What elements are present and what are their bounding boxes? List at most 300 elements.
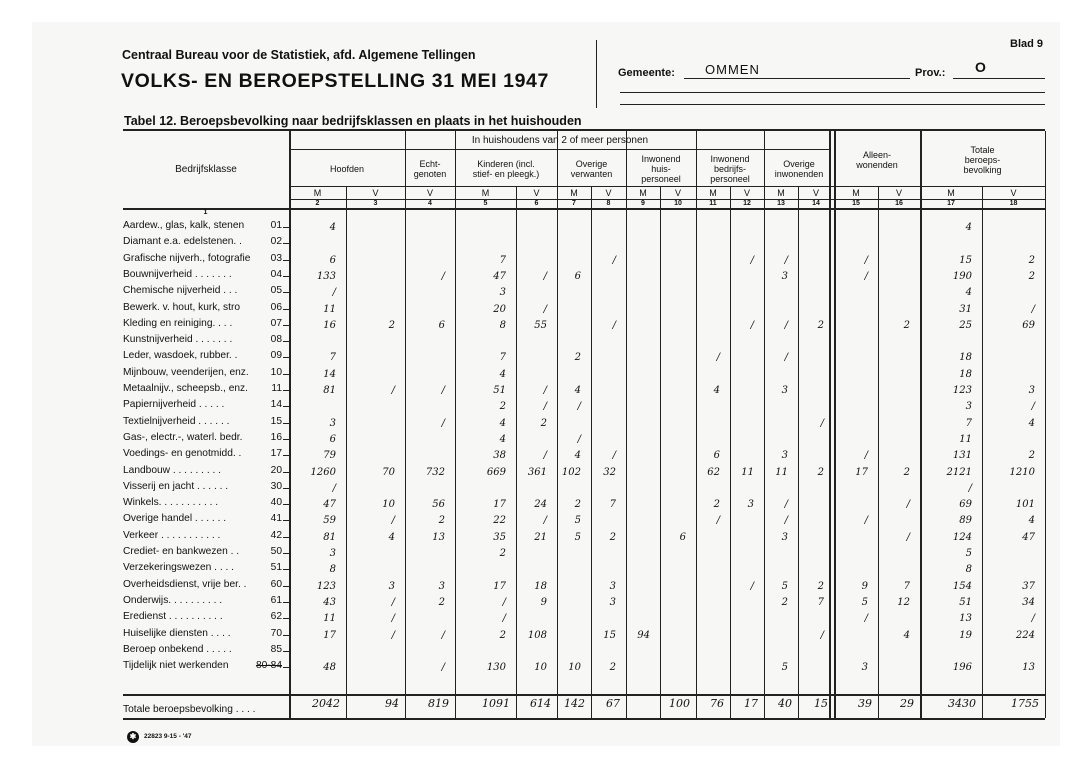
table-cell: / — [441, 385, 445, 396]
table-cell: 17 — [493, 580, 506, 592]
row-label: Textielnijverheid . . . . . . 15 — [123, 415, 282, 427]
print-code: 22823 9-15 - '47 — [144, 733, 192, 740]
table-cell: 3 — [965, 401, 972, 413]
row-label: Grafische nijverh., fotografie 03 — [123, 252, 282, 264]
prov-value: O — [975, 59, 986, 75]
row-label: Huiselijke diensten . . . . 70 — [123, 627, 282, 639]
table-cell: 11 — [741, 466, 754, 478]
table-cell: 15 — [603, 629, 616, 641]
table-cell: 1210 — [1009, 466, 1035, 478]
table-cell: 18 — [959, 352, 972, 364]
table-cell: / — [502, 596, 506, 608]
table-cell: 3 — [438, 580, 445, 592]
table-cell: 38 — [493, 450, 506, 462]
header-divider — [596, 40, 597, 108]
table-cell: 4 — [499, 368, 506, 380]
table-cell: 1260 — [310, 466, 336, 478]
table-cell: 51 — [493, 385, 506, 396]
table-cell: 4 — [965, 222, 972, 233]
row-label: Onderwijs. . . . . . . . . . 61 — [123, 594, 282, 606]
table-cell: 56 — [432, 499, 445, 511]
column-number: 18 — [1009, 200, 1018, 207]
total-cell: 614 — [530, 697, 551, 710]
column-number: 15 — [852, 200, 860, 207]
table-cell: / — [864, 515, 868, 527]
row-label: Tijdelijk niet werkenden 80-84 — [123, 660, 282, 672]
table-cell: 4 — [903, 629, 910, 641]
table-cell: 7 — [499, 352, 506, 364]
table-cell: 190 — [952, 270, 972, 282]
column-line — [660, 186, 661, 718]
table-cell: / — [820, 629, 824, 641]
table-cell: / — [750, 254, 754, 266]
row-label: Beroep onbekend . . . . . 85 — [123, 643, 282, 655]
sex-header: M — [570, 188, 578, 198]
table-cell: 2 — [817, 319, 824, 331]
column-number: 12 — [743, 200, 751, 207]
table-cell: / — [502, 613, 506, 625]
sheet-number: Blad 9 — [1010, 38, 1044, 50]
table-cell: 3 — [388, 580, 395, 592]
total-cell: 67 — [606, 697, 620, 710]
table-cell: 8 — [965, 564, 972, 576]
table-cell: 19 — [959, 629, 972, 641]
column-number: 13 — [777, 200, 785, 207]
table-cell: 7 — [329, 352, 336, 364]
table-cell: 4 — [499, 417, 506, 429]
table-cell: 124 — [952, 531, 972, 543]
table-cell: 101 — [1015, 499, 1035, 511]
table-cell: / — [716, 515, 720, 527]
table-cell: 3 — [747, 499, 754, 511]
table-cell: 2 — [713, 499, 720, 511]
column-line — [829, 131, 831, 718]
table-cell: 15 — [959, 254, 972, 266]
table-cell: 7 — [903, 580, 910, 592]
row-label: Chemische nijverheid . . . 05 — [123, 285, 282, 297]
table-cell: 3 — [781, 450, 788, 462]
table-cell: 13 — [1022, 662, 1035, 674]
table-cell: / — [391, 629, 395, 641]
sex-header: M — [947, 188, 955, 198]
table-cell: / — [864, 270, 868, 282]
table-cell: 79 — [323, 450, 336, 462]
column-line — [834, 131, 836, 718]
total-cell: 1755 — [1011, 697, 1039, 710]
table-cell: 51 — [959, 596, 972, 608]
row-label: Overige handel . . . . . . 41 — [123, 513, 282, 525]
table-cell: / — [784, 319, 788, 331]
table-cell: 5 — [574, 515, 581, 527]
table-cell: 3 — [609, 580, 616, 592]
table-cell: 4 — [329, 222, 336, 233]
table-cell: 2 — [499, 401, 506, 413]
total-cell: 819 — [428, 697, 449, 710]
table-cell: 10 — [382, 499, 395, 511]
table-cell: / — [543, 515, 547, 527]
group-header-8: Totale beroeps- bevolking — [963, 144, 1002, 175]
table-cell: 4 — [574, 385, 581, 396]
table-cell: / — [968, 482, 972, 494]
table-cell: 2 — [388, 319, 395, 331]
row-label: Mijnbouw, veenderijen, enz. 10 — [123, 366, 282, 378]
table-cell: / — [391, 596, 395, 608]
table-cell: 9 — [861, 580, 868, 592]
table-cell: / — [332, 287, 336, 299]
table-cell: 2121 — [946, 466, 972, 478]
row-label: Leder, wasdoek, rubber. . 09 — [123, 350, 282, 362]
table-cell: 16 — [323, 319, 336, 331]
table-cell: 2 — [499, 548, 506, 559]
table-cell: 18 — [534, 580, 547, 592]
table-cell: / — [784, 499, 788, 511]
table-cell: 10 — [568, 662, 581, 674]
total-label: Totale beroepsbevolking . . . . — [123, 704, 256, 715]
column-number: 9 — [641, 200, 645, 207]
sex-header: V — [372, 188, 379, 198]
row-label: Eredienst . . . . . . . . . . 62 — [123, 611, 282, 623]
group-header-3: Overige verwanten — [570, 158, 613, 179]
table-cell: 81 — [323, 531, 336, 543]
table-cell: 2 — [781, 596, 788, 608]
table-cell: 6 — [438, 319, 445, 331]
table-cell: / — [441, 662, 445, 674]
group-header-households: In huishoudens van 2 of meer personen — [471, 135, 649, 146]
table-cell: 5 — [861, 596, 868, 608]
group-header-0: Hoofden — [329, 163, 365, 174]
row-tick — [283, 243, 290, 244]
table-cell: / — [391, 385, 395, 396]
sex-header: V — [605, 188, 612, 198]
column-number-1: 1 — [203, 209, 208, 216]
bottom-rule — [123, 718, 1045, 720]
sex-header: V — [674, 188, 681, 198]
table-cell: 62 — [707, 466, 720, 478]
header-line-3 — [620, 104, 1045, 105]
table-cell: / — [391, 515, 395, 527]
row-label: Kleding en reiniging. . . . 07 — [123, 317, 282, 329]
gemeente-value: OMMEN — [705, 62, 760, 77]
table-cell: 2 — [609, 531, 616, 543]
table-cell: / — [1031, 401, 1035, 413]
table-cell: 55 — [534, 319, 547, 331]
table-cell: 2 — [609, 662, 616, 674]
row-label: Bouwnijverheid . . . . . . . 04 — [123, 268, 282, 280]
header-line — [289, 149, 831, 150]
table-cell: 123 — [952, 385, 972, 396]
sex-header: M — [777, 188, 785, 198]
total-cell: 1091 — [482, 697, 510, 710]
column-line — [557, 131, 558, 718]
table-cell: 3 — [329, 548, 336, 559]
total-rule — [123, 694, 1045, 696]
column-number: 7 — [572, 200, 576, 207]
table-cell: / — [543, 385, 547, 396]
table-cell: 2 — [817, 580, 824, 592]
table-cell: / — [441, 270, 445, 282]
column-number: 11 — [709, 200, 717, 207]
table-cell: 6 — [329, 254, 336, 266]
table-cell: 89 — [959, 515, 972, 527]
table-cell: 14 — [323, 368, 336, 380]
table-cell: / — [750, 319, 754, 331]
total-cell: 15 — [814, 697, 828, 710]
table-cell: 4 — [965, 287, 972, 299]
total-cell: 3430 — [948, 697, 976, 710]
row-tick — [283, 341, 290, 342]
row-label: Aardew., glas, kalk, stenen 01 — [123, 220, 282, 231]
total-cell: 2042 — [312, 697, 340, 710]
table-cell: 732 — [425, 466, 445, 478]
total-cell: 94 — [385, 697, 399, 710]
table-cell: 2 — [903, 466, 910, 478]
sex-header: V — [812, 188, 819, 198]
table-cell: / — [750, 580, 754, 592]
group-header-1: Echt- genoten — [413, 158, 447, 179]
row-label: Gas-, electr.-, waterl. bedr. 16 — [123, 431, 282, 443]
table-cell: 6 — [329, 433, 336, 445]
group-header-4: Inwonend huis- personeel — [641, 153, 681, 184]
table-cell: / — [784, 352, 788, 364]
table-cell: 17 — [323, 629, 336, 641]
table-cell: 69 — [959, 499, 972, 511]
table-cell: 21 — [534, 531, 547, 543]
table-cell: 11 — [323, 613, 336, 625]
table-cell: 31 — [959, 303, 972, 315]
table-title: Tabel 12. Beroepsbevolking naar bedrijfsklassen en plaats in het huishouden — [124, 114, 582, 128]
table-cell: 5 — [965, 548, 972, 559]
table-cell: 2 — [903, 319, 910, 331]
column-number: 6 — [534, 200, 539, 207]
table-cell: 8 — [329, 564, 336, 576]
table-top-rule — [123, 129, 1045, 131]
table-cell: / — [391, 613, 395, 625]
sex-header: V — [426, 188, 433, 198]
table-cell: 2 — [1028, 450, 1035, 462]
table-cell: 47 — [323, 499, 336, 511]
sex-header: V — [1010, 188, 1017, 198]
table-cell: 6 — [679, 531, 686, 543]
total-cell: 39 — [858, 697, 872, 710]
row-label: Diamant e.a. edelstenen. . 02 — [123, 236, 282, 248]
sex-header: V — [895, 188, 902, 198]
row-label: Kunstnijverheid . . . . . . . 08 — [123, 334, 282, 346]
prov-line — [953, 78, 1045, 79]
form-title: VOLKS- EN BEROEPSTELLING 31 MEI 1947 — [121, 70, 549, 92]
publisher-logo-icon: ✱ — [127, 731, 139, 743]
table-cell: / — [1031, 613, 1035, 625]
row-label: Visserij en jacht . . . . . . 30 — [123, 480, 282, 492]
table-cell: / — [612, 450, 616, 462]
table-cell: 47 — [493, 270, 506, 282]
column-number: 10 — [674, 200, 682, 207]
table-cell: 3 — [781, 531, 788, 543]
column-number: 5 — [483, 200, 488, 207]
table-cell: 17 — [855, 466, 868, 478]
table-cell: 6 — [574, 270, 581, 282]
table-cell: 34 — [1022, 596, 1035, 608]
table-cell: 3 — [1028, 385, 1035, 396]
row-tick — [283, 406, 290, 407]
table-cell: 3 — [781, 385, 788, 396]
row-label: Landbouw . . . . . . . . . 20 — [123, 464, 282, 476]
table-cell: / — [441, 417, 445, 429]
table-cell: 22 — [493, 515, 506, 527]
table-cell: 196 — [952, 662, 972, 674]
table-cell: 11 — [775, 466, 788, 478]
row-label: Papiernijverheid . . . . . 14 — [123, 399, 282, 411]
table-cell: 2 — [574, 352, 581, 364]
table-cell: / — [864, 254, 868, 266]
table-cell: / — [864, 613, 868, 625]
table-cell: 7 — [817, 596, 824, 608]
group-header-5: Inwonend bedrijfs- personeel — [710, 153, 750, 184]
table-cell: 47 — [1022, 531, 1035, 543]
table-cell: / — [784, 515, 788, 527]
table-cell: 17 — [493, 499, 506, 511]
table-cell: / — [543, 270, 547, 282]
total-cell: 76 — [710, 697, 724, 710]
table-cell: / — [332, 482, 336, 494]
table-cell: 48 — [323, 662, 336, 674]
table-cell: 6 — [713, 450, 720, 462]
row-label: Crediet- en bankwezen . . 50 — [123, 546, 282, 557]
table-cell: 8 — [499, 319, 506, 331]
table-cell: / — [820, 417, 824, 429]
table-cell: 13 — [959, 613, 972, 625]
table-cell: 3 — [861, 662, 868, 674]
table-cell: / — [543, 303, 547, 315]
table-cell: 133 — [316, 270, 336, 282]
table-cell: 4 — [574, 450, 581, 462]
table-cell: 361 — [527, 466, 547, 478]
table-cell: 3 — [781, 270, 788, 282]
bedrijfsklasse-header: Bedrijfsklasse — [175, 164, 237, 175]
sex-header: V — [743, 188, 750, 198]
table-cell: / — [612, 319, 616, 331]
table-cell: 4 — [1028, 515, 1035, 527]
table-cell: 24 — [534, 499, 547, 511]
table-cell: 7 — [609, 499, 616, 511]
sex-header: M — [709, 188, 717, 198]
table-cell: 2 — [438, 596, 445, 608]
prov-label: Prov.: — [915, 67, 946, 79]
sex-header: M — [481, 188, 490, 198]
table-cell: / — [543, 401, 547, 413]
header-line-2 — [620, 92, 1045, 93]
table-cell: 130 — [486, 662, 506, 674]
table-cell: 5 — [781, 580, 788, 592]
table-cell: 32 — [603, 466, 616, 478]
table-cell: 3 — [329, 417, 336, 429]
table-cell: / — [1031, 303, 1035, 315]
row-label: Winkels. . . . . . . . . . . 40 — [123, 497, 282, 509]
gemeente-line — [684, 78, 910, 79]
table-cell: 11 — [959, 433, 972, 445]
table-cell: 123 — [316, 580, 336, 592]
group-header-6: Overige inwonenden — [774, 158, 824, 179]
column-line — [764, 131, 765, 718]
table-cell: 35 — [493, 531, 506, 543]
table-cell: / — [441, 629, 445, 641]
table-cell: 37 — [1022, 580, 1035, 592]
table-cell: 69 — [1022, 319, 1035, 331]
total-cell: 142 — [564, 697, 585, 710]
row-label: Verkeer . . . . . . . . . . . 42 — [123, 529, 282, 541]
table-cell: 224 — [1015, 629, 1035, 641]
table-cell: 20 — [493, 303, 506, 315]
row-label: Verzekeringswezen . . . . 51 — [123, 562, 282, 574]
group-header-7: Alleen- wonenden — [856, 149, 898, 170]
table-cell: 2 — [574, 499, 581, 511]
row-tick — [283, 651, 290, 652]
header-line — [289, 186, 1045, 187]
table-cell: / — [543, 450, 547, 462]
column-number: 4 — [428, 200, 432, 207]
table-cell: 13 — [432, 531, 445, 543]
column-line — [696, 131, 697, 718]
table-cell: 4 — [388, 531, 395, 543]
table-cell: 81 — [323, 385, 336, 396]
table-cell: 5 — [574, 531, 581, 543]
table-cell: 2 — [438, 515, 445, 527]
row-label: Voedings- en genotmidd. . 17 — [123, 448, 282, 460]
table-cell: 131 — [952, 450, 972, 462]
table-cell: 94 — [637, 629, 650, 641]
column-number: 14 — [812, 200, 820, 207]
table-cell: / — [612, 254, 616, 266]
table-cell: 2 — [817, 466, 824, 478]
table-cell: / — [577, 401, 581, 413]
table-cell: 2 — [499, 629, 506, 641]
table-cell: 7 — [499, 254, 506, 266]
table-cell: 5 — [781, 662, 788, 674]
table-cell: 2 — [1028, 254, 1035, 266]
total-cell: 29 — [900, 697, 914, 710]
table-cell: / — [577, 433, 581, 445]
table-cell: / — [716, 352, 720, 364]
table-cell: 43 — [323, 596, 336, 608]
gemeente-label: Gemeente: — [618, 67, 675, 79]
column-number: 8 — [606, 200, 611, 207]
table-cell: 59 — [323, 515, 336, 527]
table-cell: 25 — [959, 319, 972, 331]
table-cell: 669 — [486, 466, 506, 478]
table-cell: 154 — [952, 580, 972, 592]
table-cell: 4 — [1028, 417, 1035, 429]
row-label: Overheidsdienst, vrije ber. . 60 — [123, 578, 282, 590]
total-cell: 100 — [669, 697, 690, 710]
column-number: 2 — [315, 200, 320, 207]
table-cell: / — [906, 499, 910, 511]
total-cell: 40 — [778, 697, 792, 710]
table-cell: 2 — [540, 417, 547, 429]
table-cell: 2 — [1028, 270, 1035, 282]
group-header-2: Kinderen (incl. stief- en pleegk.) — [472, 158, 540, 179]
table-cell: 18 — [959, 368, 972, 380]
sex-header: M — [852, 188, 860, 198]
table-cell: 4 — [713, 385, 720, 396]
table-cell: 4 — [499, 433, 506, 445]
table-cell: 11 — [323, 303, 336, 315]
table-cell: 102 — [561, 466, 581, 478]
bureau-name: Centraal Bureau voor de Statistiek, afd. Algemene Tellingen — [122, 48, 476, 62]
sex-header: M — [313, 188, 322, 198]
column-number: 17 — [947, 200, 955, 207]
table-cell: 108 — [527, 629, 547, 641]
row-label: Metaalnijv., scheepsb., enz. 11 — [123, 383, 282, 394]
row-label: Bewerk. v. hout, kurk, stro 06 — [123, 301, 282, 313]
